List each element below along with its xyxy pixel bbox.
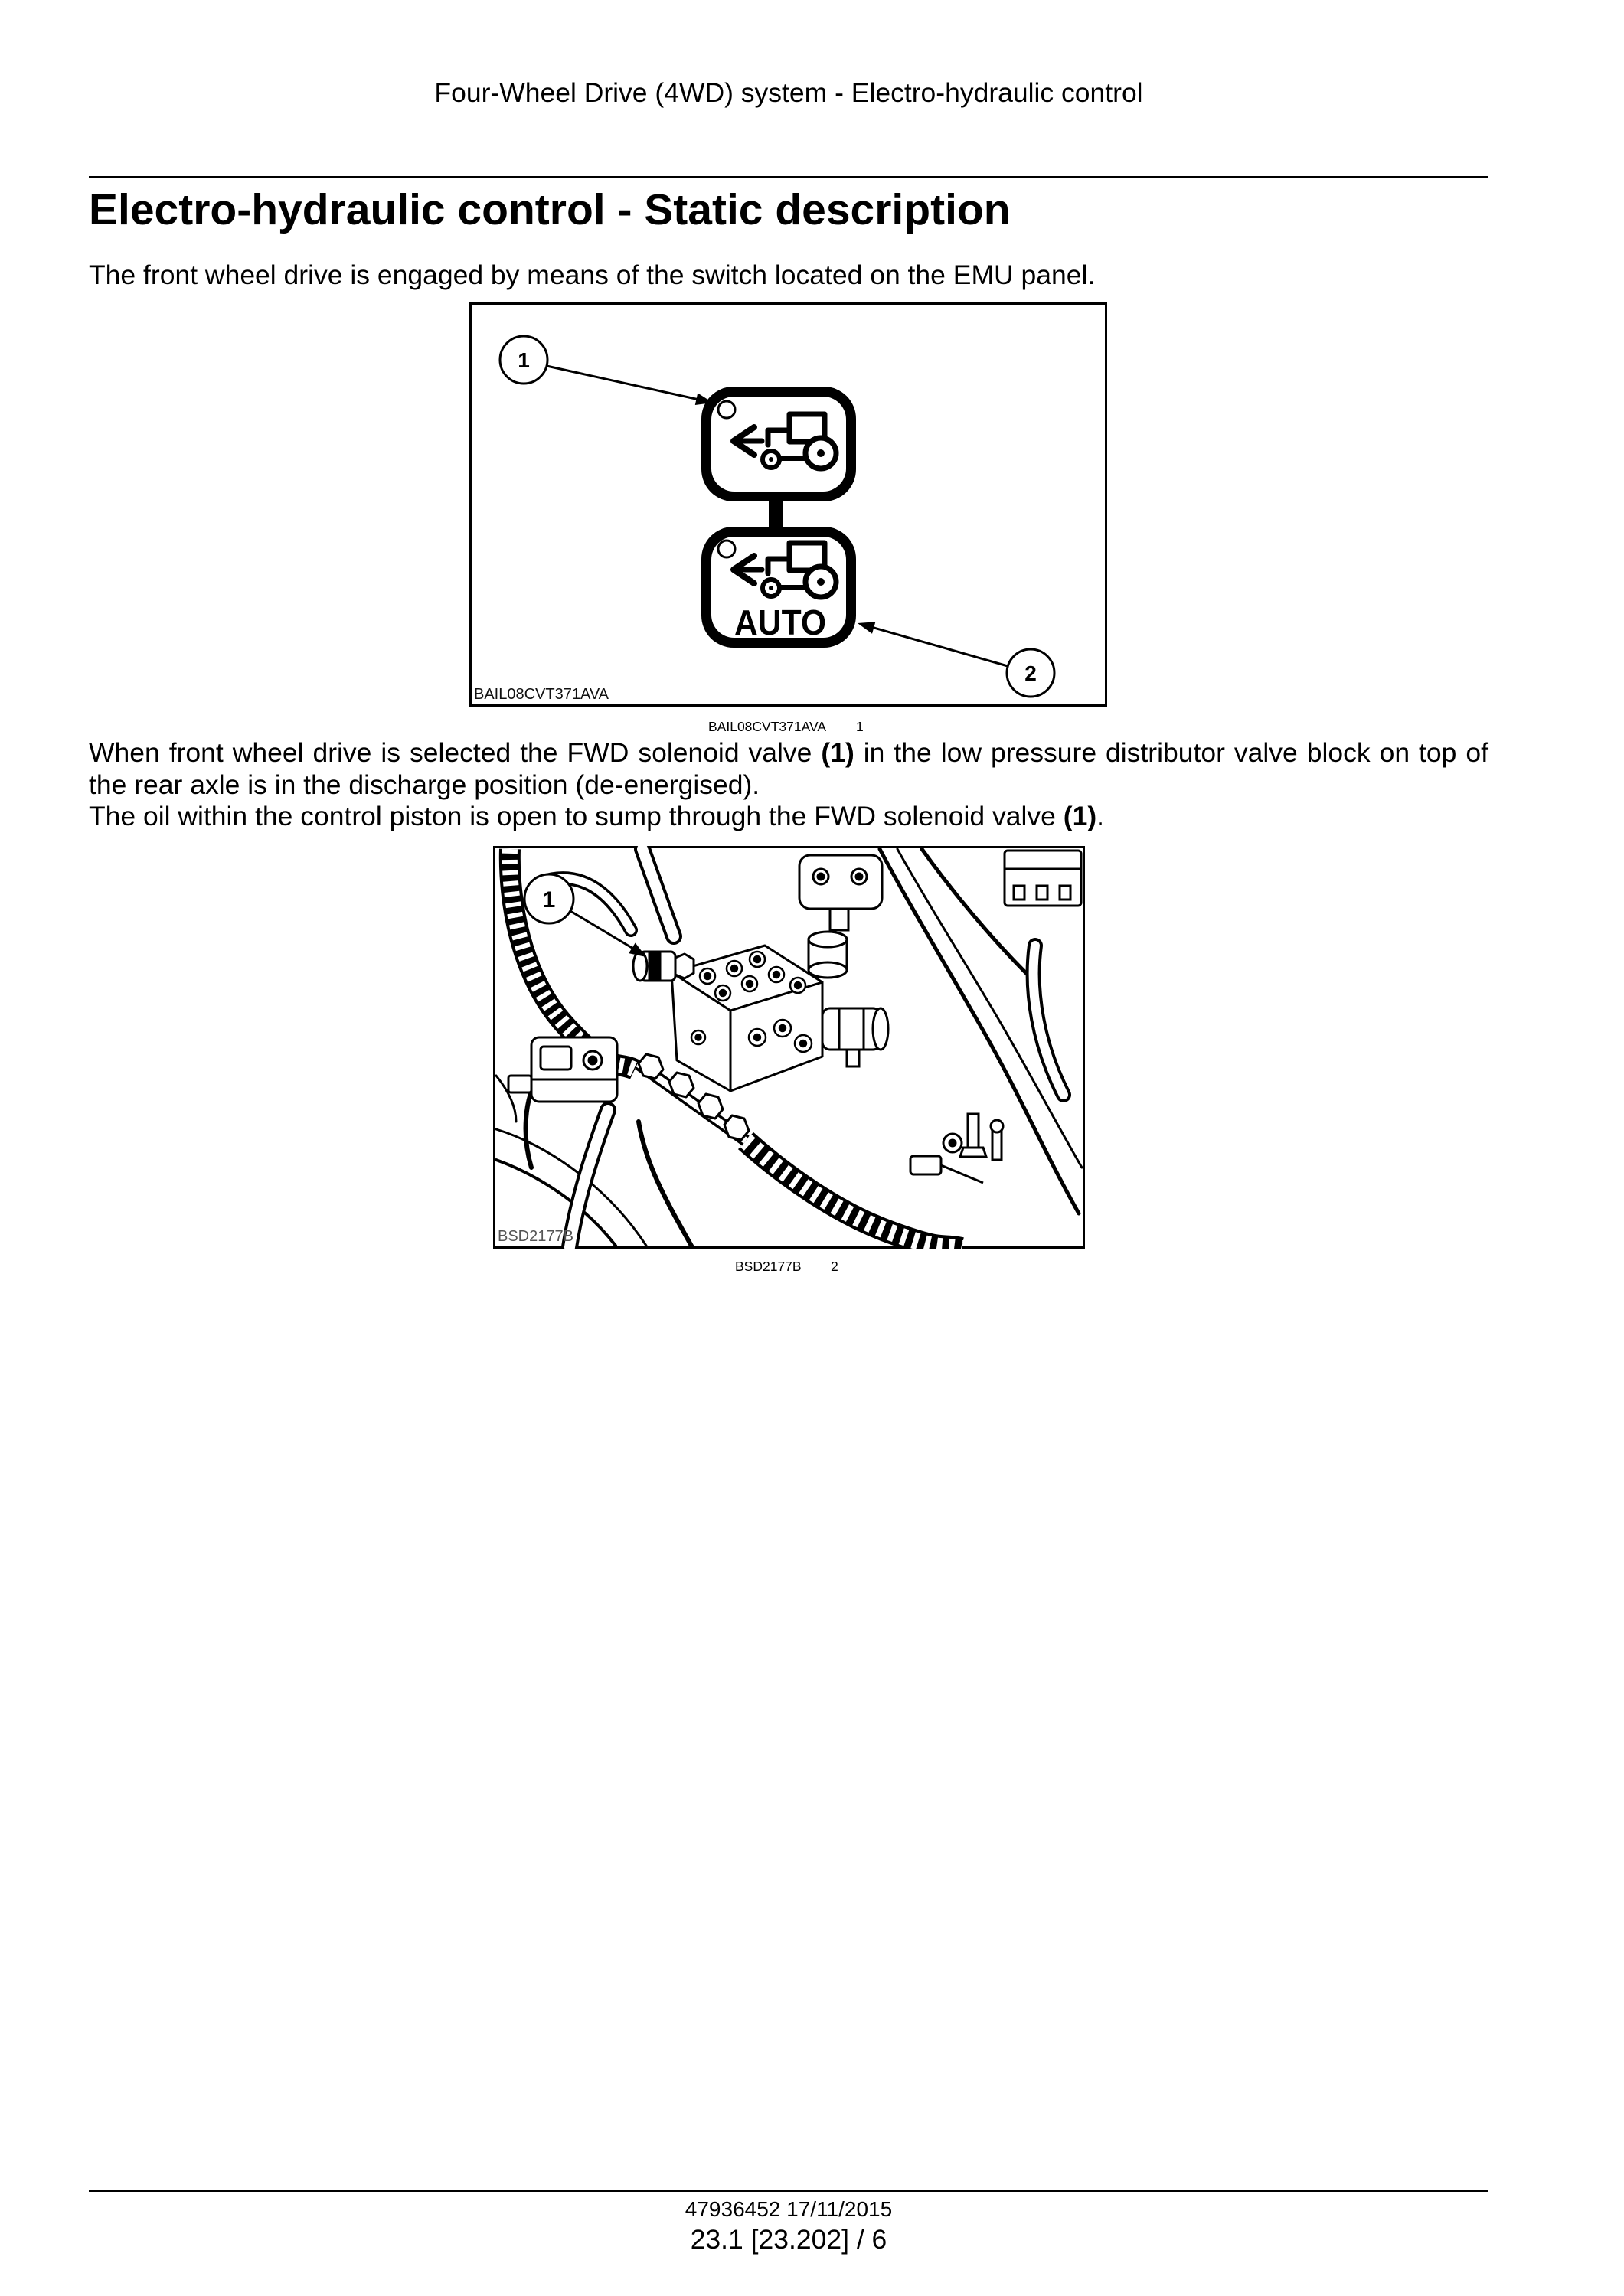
switch-4wd-auto [701,527,856,648]
paragraph-text: in the low pressure distributor valve block on top of the rear axle is in the discharge position (de-energised). [89,737,1488,800]
paragraph-fwd-selected [89,736,1488,801]
intro-paragraph: The front wheel drive is engaged by means of the switch located on the EMU panel. [89,260,1096,290]
switch-4wd [701,387,856,501]
running-header: Four-Wheel Drive (4WD) system - Electro-hydraulic control [434,77,1143,108]
callout-1-number: 1 [518,348,530,372]
paragraph-text: When front wheel drive is selected the FWD solenoid valve [89,737,822,768]
callout-1-number: 1 [542,887,556,913]
figure-2-image-label: BSD2177B [498,1228,573,1245]
paragraph-text: . [1096,801,1105,831]
figure-1-emu-switches [469,302,1107,707]
figure-1-drawing [469,302,1107,707]
footer-document-reference: 47936452 17/11/2015 [685,2197,893,2221]
figure-2-drawing [493,846,1085,1249]
section-title: Electro-hydraulic control - Static description [89,185,1011,234]
indicator-lamp-icon [718,401,735,418]
figure-2-valve-block [493,846,1085,1249]
footer-page-number: 23.1 [23.202] / 6 [690,2224,887,2255]
indicator-lamp-icon [718,541,735,557]
figure-2-caption-number: 2 [831,1259,838,1274]
figure-2-caption-code: BSD2177B [735,1259,802,1274]
paragraph-text: The oil within the control piston is open to sump through the FWD solenoid valve [89,801,1064,831]
switch-connector [769,498,783,529]
valve-reference: (1) [1063,801,1097,831]
header-rule [89,176,1488,178]
footer-rule [89,2190,1488,2192]
valve-reference: (1) [821,737,854,768]
figure-1-caption-code: BAIL08CVT371AVA [708,719,827,734]
figure-1-image-label: BAIL08CVT371AVA [474,686,609,703]
figure-1-caption-number: 1 [856,719,864,734]
switch-auto-label: AUTO [734,603,826,642]
callout-2-number: 2 [1024,661,1037,685]
top-right-housing [1005,851,1081,906]
paragraph-oil-to-sump [89,800,1488,832]
block-cylinder [809,932,847,978]
